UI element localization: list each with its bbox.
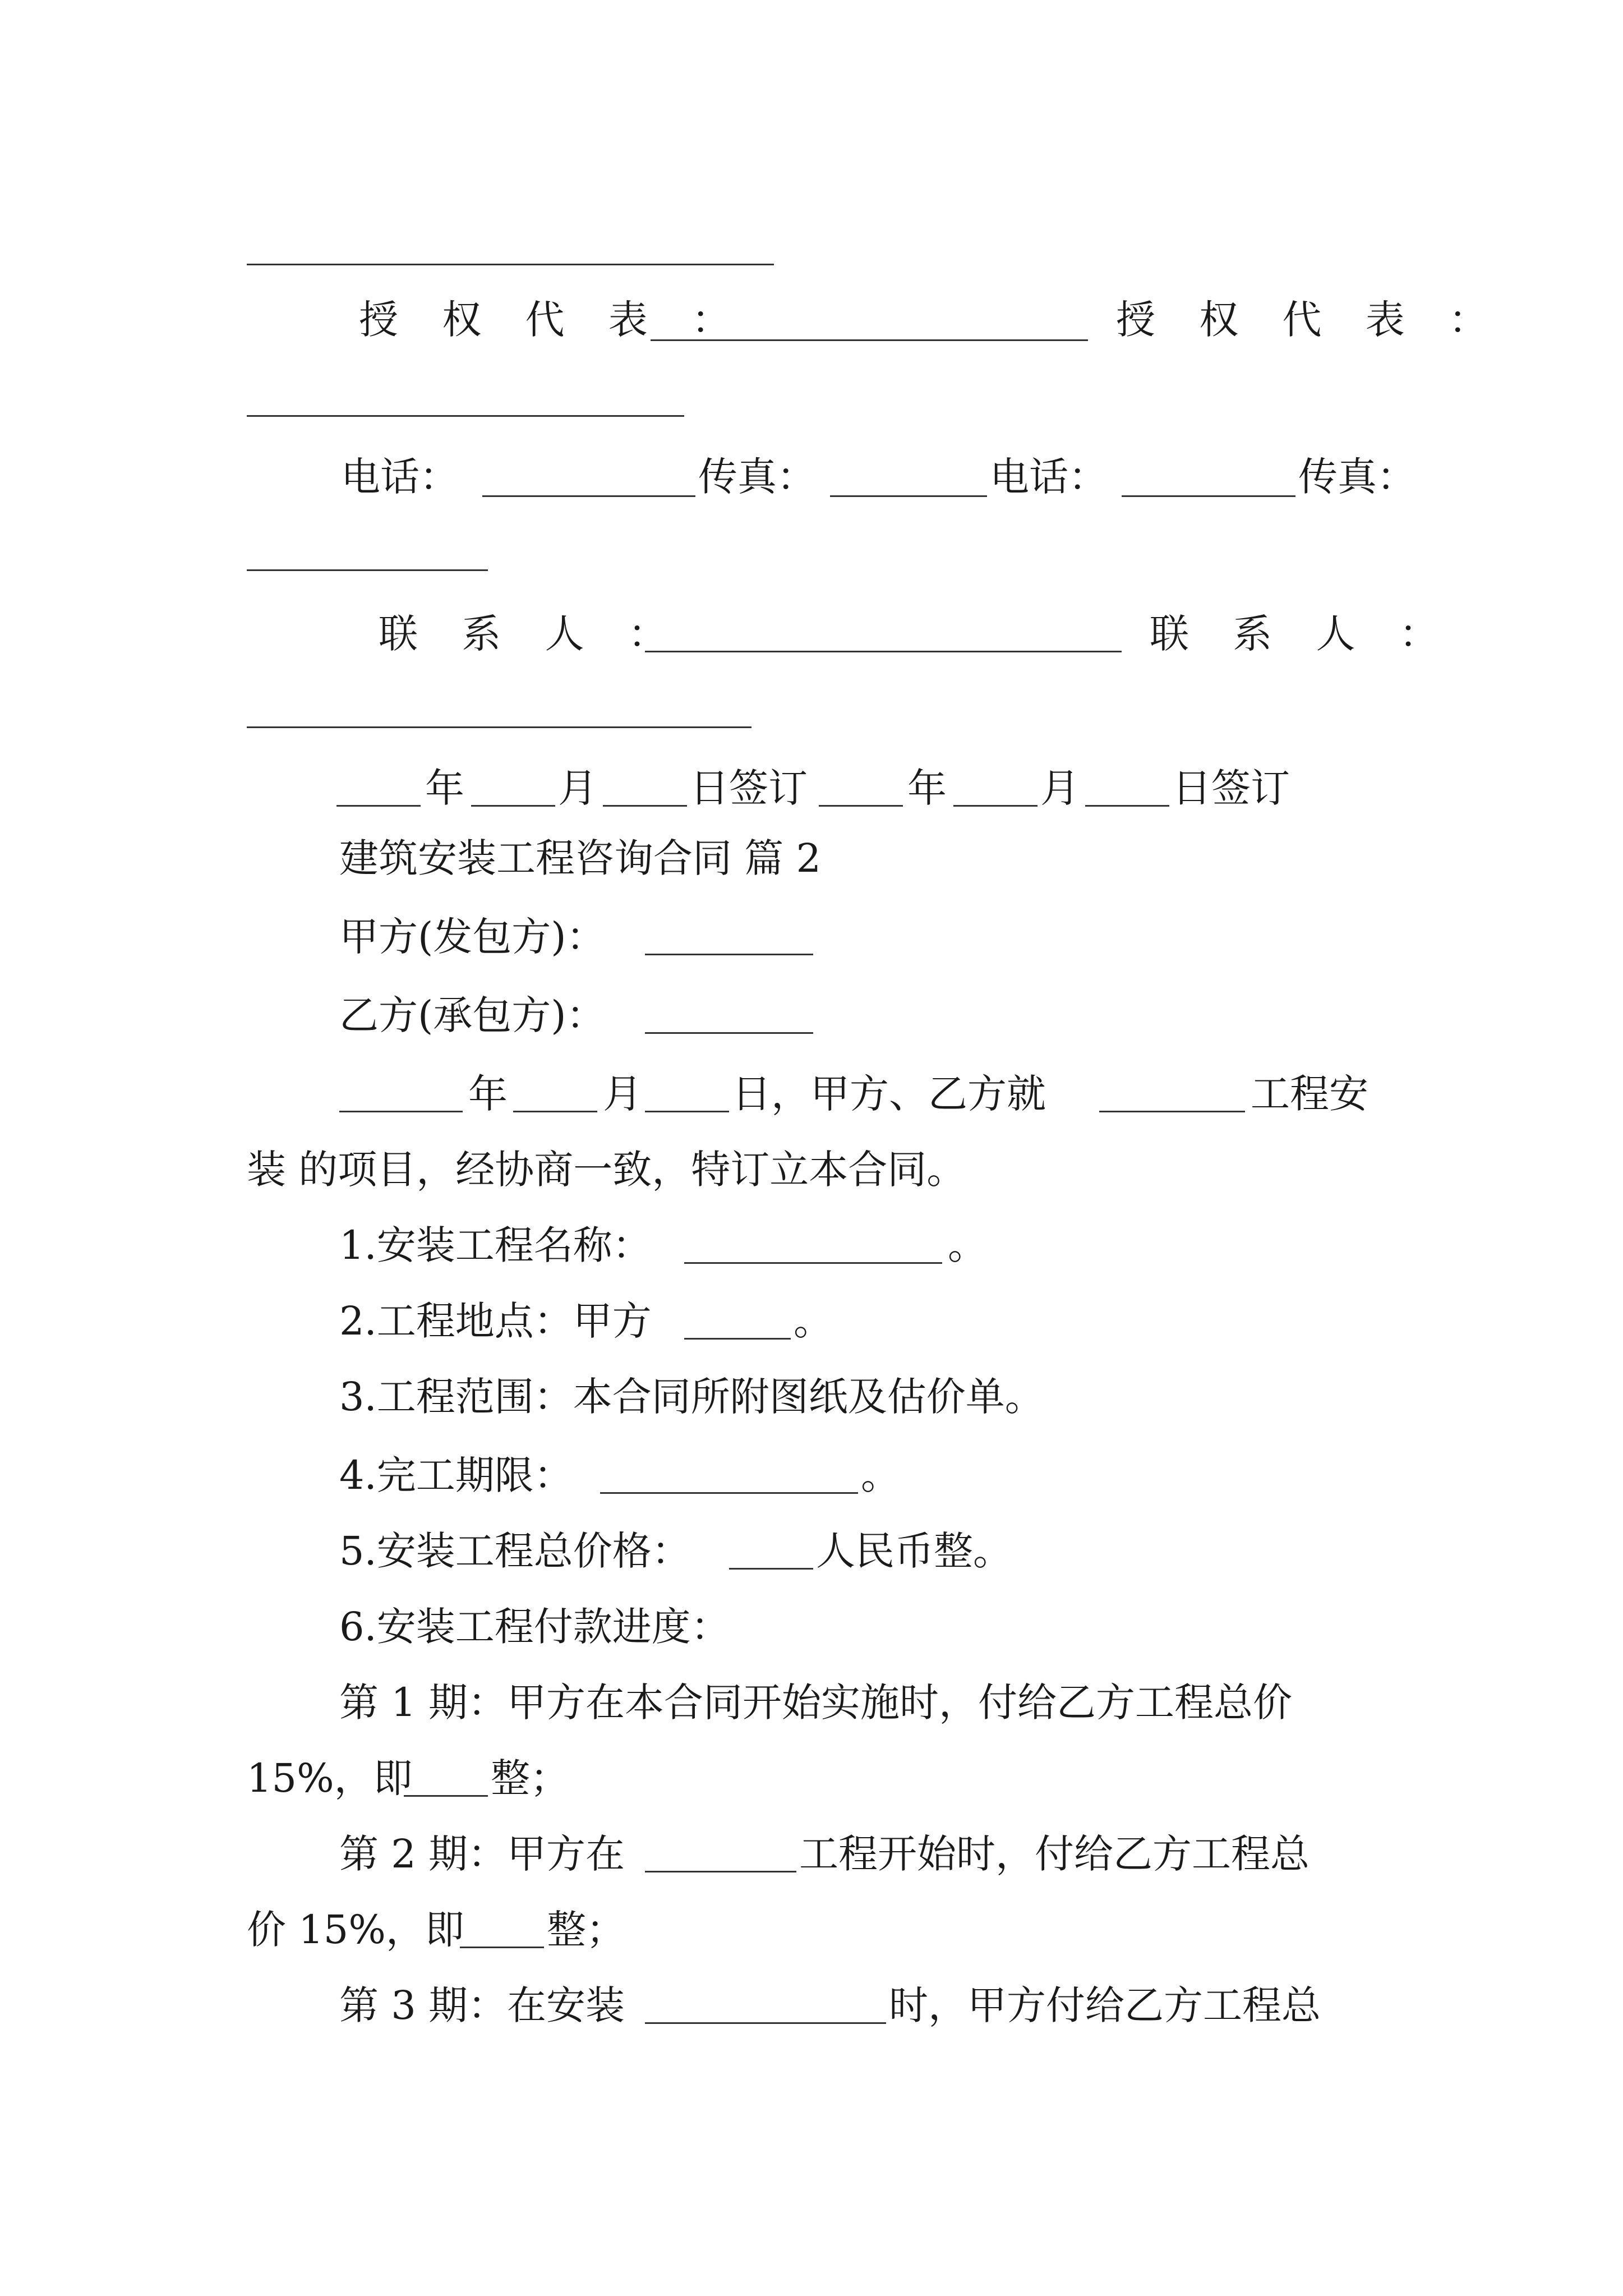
party-a-blank	[645, 954, 813, 955]
party-b-blank	[645, 1032, 813, 1034]
phase2-line1-b: 工程开始时，付给乙方工程总	[799, 1831, 1310, 1877]
intro-month-blank	[513, 1111, 597, 1112]
fax-label-2: 传真：	[1298, 454, 1416, 500]
item1-label: 1.安装工程名称：	[339, 1222, 652, 1268]
item6-text: 6.安装工程付款进度：	[339, 1604, 730, 1650]
phase1-line2-a: 15%，即	[247, 1755, 413, 1801]
item5-label: 5.安装工程总价格：	[339, 1528, 691, 1574]
item1-blank	[684, 1262, 942, 1264]
authorized-rep-label-left: 授 权 代 表 ：	[359, 297, 747, 343]
contact-label-right: 联 系 人 ：	[1150, 611, 1454, 657]
phone-label-1: 电话：	[341, 454, 459, 500]
phase3-line1-a: 第 3 期：在安装	[339, 1982, 625, 2028]
item4-blank	[600, 1492, 858, 1494]
phase2-line2-b: 整；	[547, 1907, 625, 1953]
item2-blank	[684, 1338, 791, 1340]
blank-line-top	[247, 264, 774, 265]
item4-label: 4.完工期限：	[339, 1452, 573, 1498]
intro-day-text: 日，甲方、乙方就	[732, 1071, 1046, 1117]
date-month-blank-2	[953, 805, 1038, 807]
intro-tail-text: 工程安	[1251, 1071, 1368, 1117]
authorized-rep-blank-right	[247, 415, 684, 417]
intro-month-label: 月	[603, 1071, 642, 1117]
contact-blank-left	[645, 651, 1122, 652]
item4-end: 。	[861, 1452, 900, 1498]
phase3-stage-blank	[645, 2022, 886, 2024]
party-a-label: 甲方(发包方)：	[339, 914, 606, 960]
date-day-signed-label-1: 日签订	[690, 765, 808, 811]
intro-project-blank	[1099, 1111, 1245, 1112]
intro-day-blank	[645, 1111, 729, 1112]
phase1-line2-b: 整；	[491, 1755, 569, 1801]
date-day-signed-label-2: 日签订	[1172, 765, 1290, 811]
item1-end: 。	[948, 1222, 987, 1268]
date-month-label-1: 月	[558, 765, 597, 811]
date-year-blank-2	[819, 805, 903, 807]
date-month-label-2: 月	[1040, 765, 1080, 811]
fax-blank-2	[247, 569, 488, 571]
intro-line2: 装 的项目，经协商一致，特订立本合同。	[247, 1147, 966, 1193]
date-month-blank-1	[471, 805, 555, 807]
phone-label-2: 电话：	[990, 454, 1108, 500]
item2-end: 。	[794, 1298, 833, 1344]
phase1-amount-blank	[404, 1795, 488, 1797]
date-year-label-2: 年	[907, 765, 947, 811]
date-day-blank-2	[1085, 805, 1169, 807]
phone-blank-1	[482, 495, 695, 497]
phase2-line1-a: 第 2 期：甲方在	[339, 1831, 625, 1877]
fax-blank-1	[830, 495, 987, 497]
intro-year-blank	[339, 1111, 463, 1112]
phase2-line2-a: 价 15%，即	[247, 1907, 464, 1953]
date-day-blank-1	[603, 805, 687, 807]
item2-label: 2.工程地点：甲方	[339, 1298, 652, 1344]
phase1-line1: 第 1 期：甲方在本合同开始实施时，付给乙方工程总价	[339, 1680, 1293, 1726]
intro-year-label: 年	[468, 1071, 508, 1117]
contact-label-left: 联 系 人 ：	[379, 611, 683, 657]
authorized-rep-blank-left	[651, 339, 1088, 341]
item5-blank	[729, 1568, 813, 1570]
date-year-label-1: 年	[425, 765, 464, 811]
fax-label-1: 传真：	[698, 454, 816, 500]
contract-title: 建筑安装工程咨询合同 篇 2	[339, 835, 822, 881]
phase2-stage-blank	[645, 1871, 796, 1872]
item5-end: 人民币整。	[816, 1528, 1012, 1574]
phase3-line1-b: 时，甲方付给乙方工程总	[889, 1982, 1321, 2028]
item3-text: 3.工程范围：本合同所附图纸及估价单。	[339, 1374, 1044, 1420]
party-b-label: 乙方(承包方)：	[339, 992, 606, 1038]
phone-blank-2	[1122, 495, 1295, 497]
contact-blank-right	[247, 726, 751, 728]
date-year-blank-1	[336, 805, 421, 807]
authorized-rep-label-right: 授 权 代 表 ：	[1116, 297, 1504, 343]
phase2-amount-blank	[460, 1947, 544, 1948]
